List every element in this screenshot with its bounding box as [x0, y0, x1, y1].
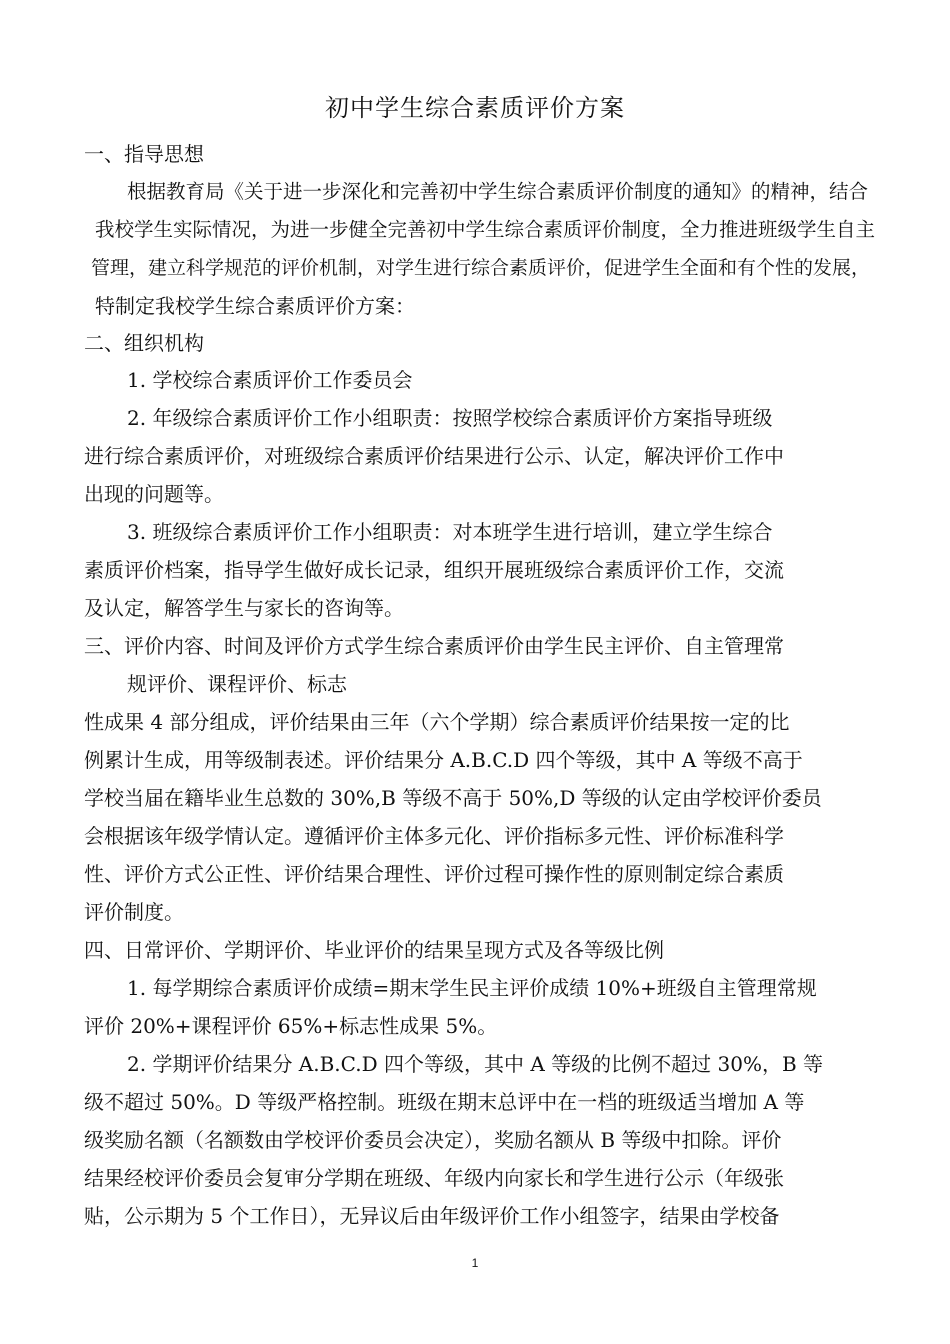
- section-3-body-line: 例累计生成，用等级制表述。评价结果分 A.B.C.D 四个等级，其中 A 等级不高于: [84, 748, 803, 772]
- section-4-item-2-line: 级奖励名额（名额数由学校评价委员会决定），奖励名额从 B 等级中扣除。评价: [84, 1128, 782, 1152]
- section-3-body-line: 学校当届在籍毕业生总数的 30%,B 等级不高于 50%,D 等级的认定由学校评价委员: [84, 786, 822, 810]
- section-3-body-line: 评价制度。: [84, 900, 184, 924]
- section-4-item-1-line: 评价 20%+课程评价 65%+标志性成果 5%。: [84, 1014, 498, 1038]
- page-number: 1: [471, 1256, 479, 1270]
- section-1-line: 根据教育局《关于进一步深化和完善初中学生综合素质评价制度的通知》的精神，结合: [127, 180, 869, 203]
- section-2-item-2-line: 进行综合素质评价，对班级综合素质评价结果进行公示、认定，解决评价工作中: [84, 444, 784, 468]
- section-2-item-1: 1. 学校综合素质评价工作委员会: [127, 368, 413, 392]
- section-3-body-line: 性、评价方式公正性、评价结果合理性、评价过程可操作性的原则制定综合素质: [84, 862, 784, 886]
- section-3-body-line: 会根据该年级学情认定。遵循评价主体多元化、评价指标多元性、评价标准科学: [84, 824, 784, 848]
- document-title: 初中学生综合素质评价方案: [325, 94, 625, 122]
- section-3-heading-line: 规评价、课程评价、标志: [127, 672, 347, 696]
- section-2-item-2-line: 2. 年级综合素质评价工作小组职责：按照学校综合素质评价方案指导班级: [127, 406, 773, 430]
- section-2-item-3-line: 3. 班级综合素质评价工作小组职责：对本班学生进行培训，建立学生综合: [127, 520, 773, 544]
- section-4-heading: 四、日常评价、学期评价、毕业评价的结果呈现方式及各等级比例: [84, 938, 664, 962]
- section-3-heading-line: 三、评价内容、时间及评价方式学生综合素质评价由学生民主评价、自主管理常: [84, 634, 784, 658]
- section-4-item-2-line: 级不超过 50%。D 等级严格控制。班级在期末总评中在一档的班级适当增加 A 等: [84, 1090, 805, 1114]
- section-4-item-2-line: 贴，公示期为 5 个工作日），无异议后由年级评价工作小组签字，结果由学校备: [84, 1204, 780, 1228]
- section-4-item-1-line: 1. 每学期综合素质评价成绩=期末学生民主评价成绩 10%+班级自主管理常规: [127, 976, 817, 1000]
- section-2-heading: 二、组织机构: [84, 331, 204, 355]
- section-1-line: 管理，建立科学规范的评价机制，对学生进行综合素质评价，促进学生全面和有个性的发展，: [91, 257, 871, 279]
- section-3-body-line: 性成果 4 部分组成，评价结果由三年（六个学期）综合素质评价结果按一定的比: [84, 710, 790, 734]
- section-1-heading: 一、指导思想: [84, 142, 204, 166]
- section-1-line: 我校学生实际情况，为进一步健全完善初中学生综合素质评价制度，全力推进班级学生自主: [95, 218, 876, 241]
- section-4-item-2-line: 结果经校评价委员会复审分学期在班级、年级内向家长和学生进行公示（年级张: [84, 1166, 784, 1190]
- section-2-item-3-line: 素质评价档案，指导学生做好成长记录，组织开展班级综合素质评价工作，交流: [84, 558, 784, 582]
- section-1-line: 特制定我校学生综合素质评价方案：: [95, 294, 415, 318]
- section-4-item-2-line: 2. 学期评价结果分 A.B.C.D 四个等级，其中 A 等级的比例不超过 30%，B 等: [127, 1052, 824, 1076]
- section-2-item-3-line: 及认定，解答学生与家长的咨询等。: [84, 596, 404, 620]
- section-2-item-2-line: 出现的问题等。: [84, 482, 224, 506]
